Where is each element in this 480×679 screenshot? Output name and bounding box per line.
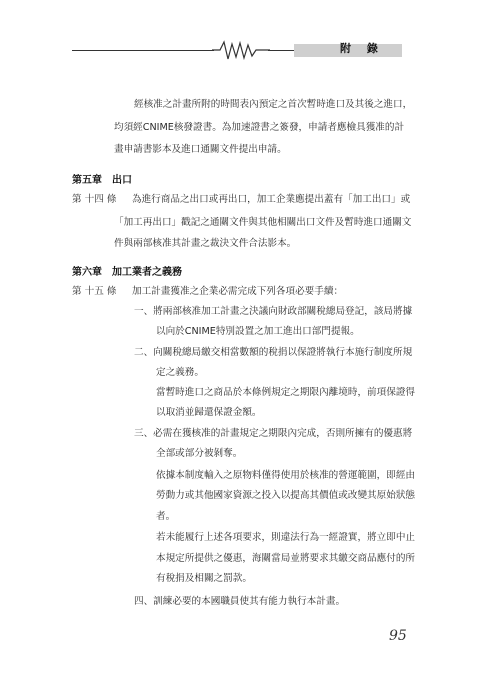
article-15-lead: 加工計畫獲准之企業必需完成下列各項必要手續： [132, 286, 344, 297]
item-3-line-3: 依據本制度輸入之原物料僅得使用於核准的營運範圍，即經由 [156, 470, 416, 481]
article-14-line-2: 「加工再出口」戳記之通關文件與其他相關出口文件及暫時進口通關文 [114, 217, 412, 228]
item-1-line-2: 以向於CNIME特別設置之加工進出口部門提報。 [156, 326, 360, 337]
article-15-number: 第 十五 條 [72, 286, 117, 297]
item-3-line-2: 全部或部分被剝奪。 [156, 448, 243, 459]
item-2-line-3: 當暫時進口之商品於本條例規定之期限內離境時，前項保證得 [156, 387, 416, 398]
item-2-line-4: 以取消並歸還保證金額。 [156, 407, 262, 418]
header-wave-icon [212, 40, 270, 62]
page-number: 95 [389, 628, 407, 644]
article-14-line-1: 為進行商品之出口或再出口，加工企業應提出蓋有「加工出口」或 [132, 194, 411, 205]
chapter-5-heading: 第五章 出口 [72, 175, 132, 186]
item-3-line-8: 有稅捐及相關之罰款。 [156, 573, 252, 584]
header-rule-left [72, 50, 214, 51]
article-14-number: 第 十四 條 [72, 194, 117, 205]
intro-line-2: 均須經CNIME核發證書。為加速證書之簽發，申請者應檢具獲准的計 [114, 122, 405, 133]
chapter-6-heading: 第六章 加工業者之義務 [72, 267, 182, 278]
item-3-line-1: 三、必需在獲核准的計畫規定之期限內完成，否則所擁有的優惠將 [134, 428, 413, 439]
item-3-line-5: 者。 [156, 511, 176, 522]
header-label: 附 錄 [340, 42, 384, 55]
item-3-line-6: 若未能履行上述各項要求，則違法行為一經證實，將立即中止 [156, 532, 416, 543]
item-1-line-1: 一、將兩部核准加工計畫之決議向財政部關稅總局登記，該局將據 [134, 306, 413, 317]
intro-line-3: 畫申請書影本及進口通關文件提出申請。 [114, 144, 287, 155]
item-3-line-7: 本規定所提供之優惠，海關當局並將要求其繳交商品應付的所 [156, 553, 416, 564]
item-4-line-1: 四、訓練必要的本國職員使其有能力執行本計畫。 [134, 596, 346, 607]
item-3-line-4: 勞動力或其他國家資源之投入以提高其價值或改變其原始狀態 [156, 490, 416, 501]
item-2-line-1: 二、向關稅總局繳交相當數額的稅捐以保證將執行本施行制度所規 [134, 347, 413, 358]
article-14-line-3: 件與兩部核准其計畫之裁決文件合法影本。 [114, 238, 297, 249]
item-2-line-2: 定之義務。 [156, 367, 204, 378]
intro-line-1: 經核准之計畫所附的時間表內預定之首次暫時進口及其後之進口， [134, 99, 413, 110]
header-rule-mid [268, 50, 296, 51]
